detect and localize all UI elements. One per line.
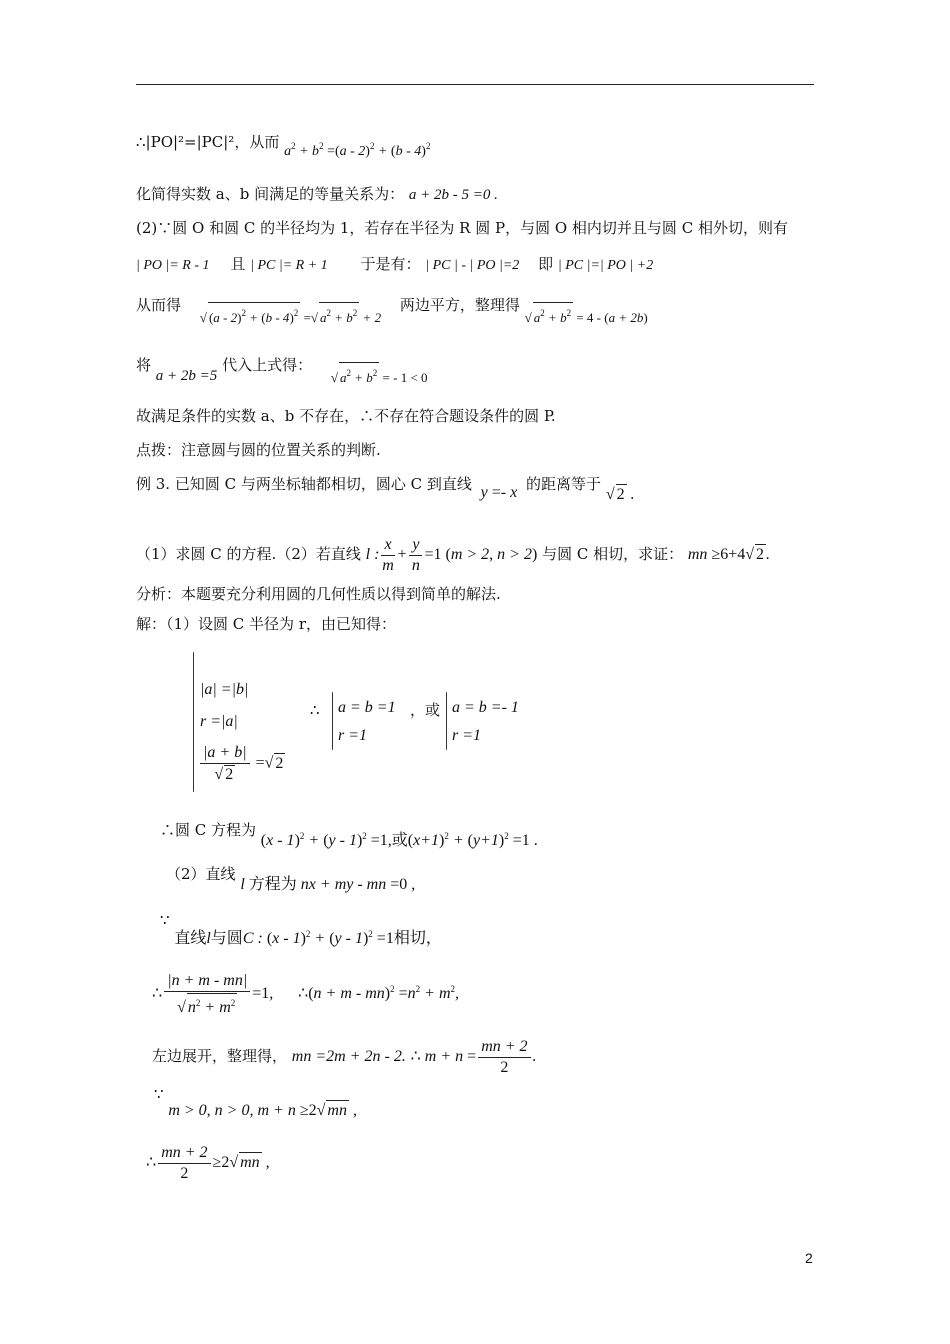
inequality-premise — [154, 1085, 357, 1119]
formula-ab: a + 2b =5 — [155, 368, 218, 384]
formula: (x - 1)$^2$ + (y - 1)$^2$ =1,或$(x+1)^2 + (y+1)^2 =1$ . — [260, 831, 538, 849]
equation-line — [136, 290, 648, 325]
conditions-line — [136, 254, 653, 276]
formula: l 方程为 nx + my - mn =0 , — [240, 876, 416, 893]
text-take: 将 — [136, 356, 152, 374]
solution-1b: r =1 — [338, 727, 368, 744]
text: 解：（1）设圆 C 半径为 r，由已知得： — [136, 615, 396, 633]
because-symbol: ∵ — [160, 911, 170, 929]
circle-equation-line — [160, 816, 538, 849]
text: 分析：本题要充分利用圆的几何性质以得到简单的解法. — [136, 585, 501, 603]
system-eq-3: $\frac{|a + b|}{√ 2}$ =√ 2 — [200, 744, 285, 784]
header-rule — [136, 84, 814, 85]
text: (2)∵圆 O 和圆 C 的半径均为 1，若存在半径为 R 圆 P，与圆 O 相内切并且与圆 C 相外切，则有 — [136, 219, 788, 237]
system-eq-1: |a| =|b| — [200, 681, 249, 698]
solution-2b: r =1 — [452, 727, 482, 744]
part2-statement — [136, 218, 788, 238]
hint-line — [136, 440, 381, 460]
formula-distance: √ (a - 2)$^2$ + (b - 4)$^2$ =√ $a^2 + b^2 + 2$ — [200, 310, 381, 325]
formula-prove: mn ≥6+4√ 2 . — [687, 546, 771, 564]
solution-brace-1 — [332, 692, 333, 750]
formula-diff: | PC | - | PO |=2 — [425, 258, 520, 273]
text: 点拨：注意圆与圆的位置关系的判断. — [136, 441, 381, 459]
text-sub: 代入上式得： — [222, 356, 313, 374]
text: ∴|PO|²=|PC|²，从而 — [136, 133, 280, 151]
text-square: 两边平方，整理得 — [399, 296, 520, 314]
formula-distance: ∴ $\frac{|n + m - mn|}{√ n^2 + m^2}$ =1, — [152, 972, 274, 1016]
system-eq-2: r =|a| — [200, 713, 238, 730]
line-l-equation — [166, 864, 416, 893]
formula-sum: ∴ m + n = $\frac{mn + 2}{2}$ . — [410, 1038, 537, 1076]
formula-squared: √ $a^2 + b^2 = 4 - (a + 2b)$ — [525, 310, 648, 325]
expand-line — [152, 1038, 537, 1077]
therefore-symbol: ∴ — [310, 701, 320, 719]
substitute-line — [136, 350, 428, 385]
because-symbol: ∵ — [154, 1085, 164, 1103]
formula-contradiction: √ $a^2 + b^2$ = - 1 < 0 — [331, 370, 428, 385]
text: 例 3. 已知圆 C 与两坐标轴都相切，圆心 C 到直线 — [136, 475, 472, 493]
text: 故满足条件的实数 a、b 不存在，∴不存在符合题设条件的圆 P. — [136, 407, 556, 425]
text: ∴圆 C 方程为 — [160, 821, 257, 839]
formula: $a^2 + b^2 =(a - 2)^2 + (b - 4)^2$ — [284, 141, 431, 159]
text: 化简得实数 a、b 间满足的等量关系为： — [136, 185, 405, 203]
relation-line — [136, 184, 498, 205]
formula-sum: | PC |=| PO | +2 — [557, 258, 654, 273]
tangent-condition — [160, 911, 442, 947]
formula: ∴ $\frac{mn + 2}{2}$ ≥2√ mn , — [146, 1144, 270, 1182]
conclusion-line — [136, 406, 556, 426]
formula-square: ∴(n + $m - mn)^2 =n^2 + m^2$, — [298, 984, 459, 1003]
solution-line — [136, 614, 396, 634]
text: （1）求圆 C 的方程.（2）若直线 — [136, 545, 361, 564]
solution-brace-2 — [446, 692, 447, 750]
text: （2）直线 — [166, 865, 236, 883]
formula-line-l: l : $\frac{x}{m}$ + $\frac{y}{n}$ =1 (m > 2, n > 2) — [365, 536, 538, 574]
page-number: 2 — [805, 1250, 813, 1266]
example-3-questions — [136, 536, 770, 575]
text-ie: 即 — [538, 255, 554, 273]
formula-mn: mn =2m + 2n - 2. — [291, 1048, 406, 1066]
formula-po: | PO |= R - 1 — [136, 258, 210, 273]
example-3-statement — [136, 474, 635, 503]
formula-sqrt2: √ 2 . — [605, 486, 635, 503]
formula: 直线l与圆C : (x - 1)$^2$ + (y - 1)$^2$ =1相切， — [174, 929, 442, 947]
formula: a + 2b - 5 =0 . — [408, 187, 498, 203]
text-distance: 的距离等于 — [526, 475, 602, 493]
text-so: 于是有： — [360, 255, 421, 273]
text-and: 且 — [230, 255, 246, 273]
solution-2a: a = b =- 1 — [452, 699, 519, 716]
derivation-line-1 — [136, 128, 431, 159]
inequality-result — [146, 1144, 270, 1183]
formula: m > 0, n > 0, m + n ≥2√ mn , — [168, 1102, 357, 1119]
or-text: ，或 — [410, 701, 441, 719]
formula-line: y =- x — [480, 484, 518, 501]
text-tangent: 与圆 C 相切，求证： — [542, 545, 684, 564]
formula-pc: | PC |= R + 1 — [250, 258, 328, 273]
text: 左边展开，整理得， — [152, 1047, 288, 1066]
solution-1a: a = b =1 — [338, 699, 396, 716]
system-brace — [193, 652, 194, 792]
analysis-line — [136, 584, 501, 604]
text-from: 从而得 — [136, 296, 182, 314]
distance-equation — [152, 972, 459, 1017]
